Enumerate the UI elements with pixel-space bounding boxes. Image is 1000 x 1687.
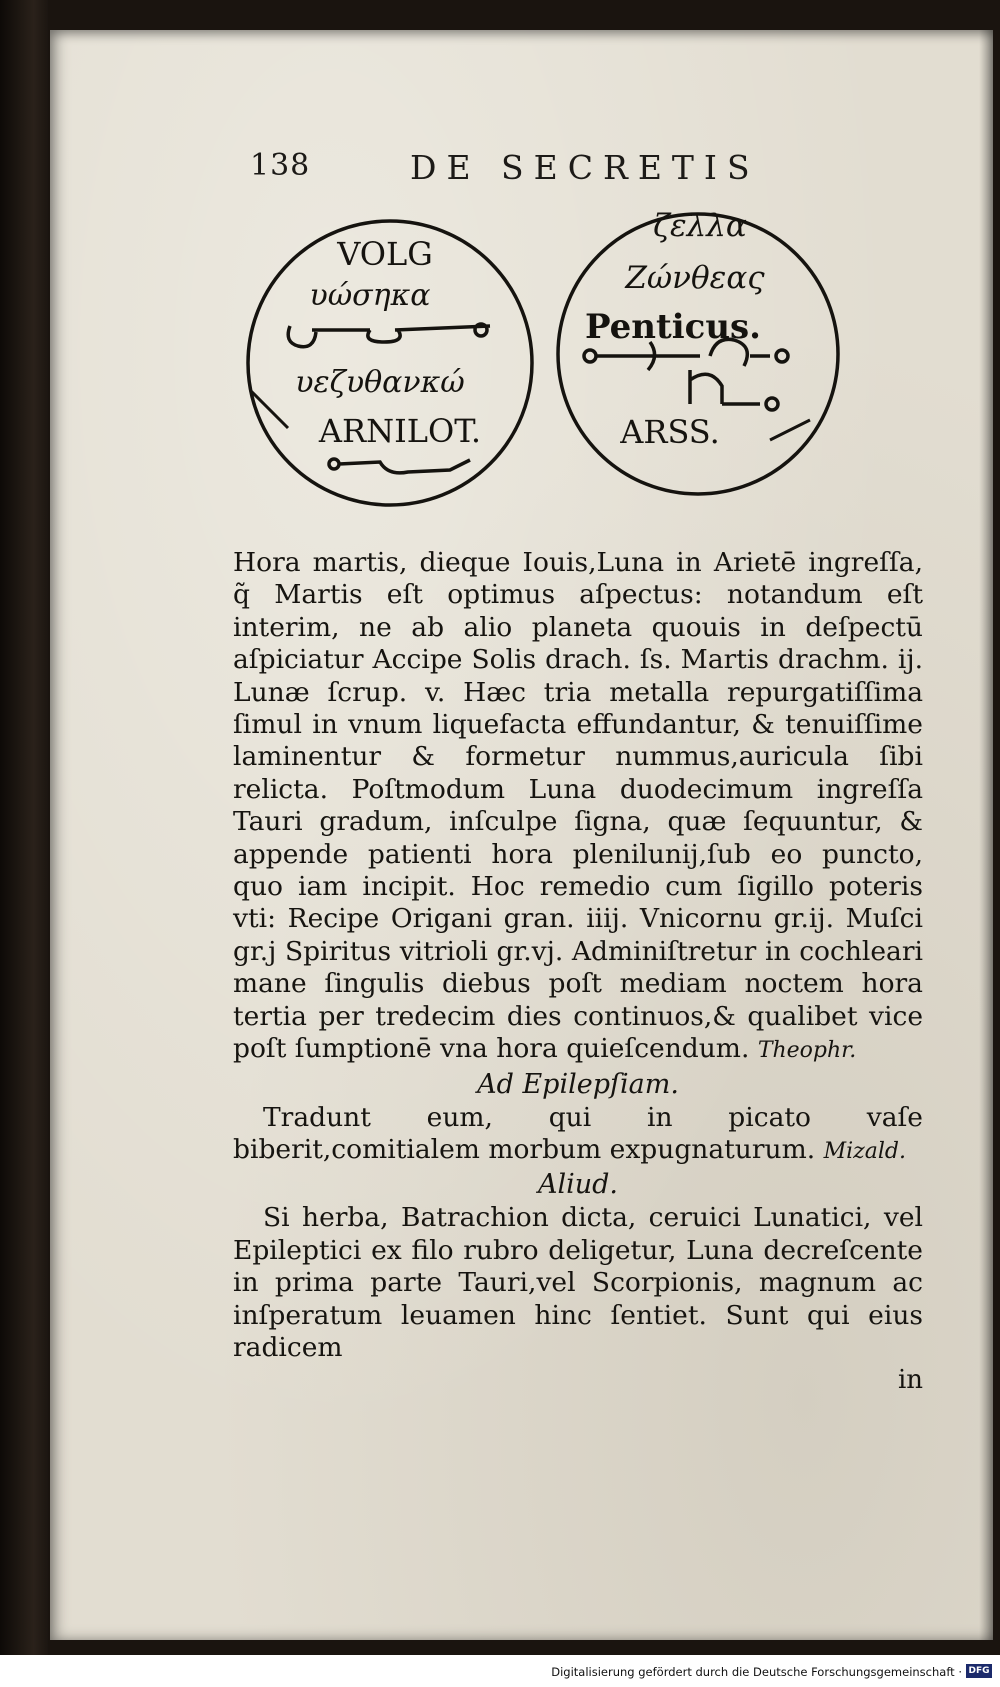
right-seal-line4: ARSS.: [620, 413, 720, 451]
book-page: [50, 30, 993, 1640]
right-seal-line2: Ζώνθεας: [625, 260, 765, 296]
left-seal-sigil-top: [288, 324, 490, 347]
right-seal-line3: Penticus.: [584, 307, 762, 347]
left-seal: [248, 221, 532, 505]
citation-theophrastus: Theophr.: [757, 1038, 857, 1064]
right-seal-sigil: [584, 339, 788, 410]
right-seal: [558, 208, 838, 494]
book-board-edge: [0, 0, 48, 1655]
left-seal-sigil-bottom: [329, 459, 470, 473]
citation-mizald: Mizald.: [823, 1138, 906, 1164]
left-seal-line4: ARNILOT.: [318, 412, 482, 450]
left-seal-line3: υεζυθανκώ: [295, 365, 465, 400]
right-seal-line1: ζελλα: [653, 208, 747, 244]
section-heading-aliud: Aliud.: [537, 1169, 619, 1201]
paragraph-remedy: [233, 547, 923, 1068]
footer-credit: Digitalisierung gefördert durch die Deutsche Forschungsgemeinschaft ·: [551, 1665, 962, 1679]
body-text: [233, 547, 923, 1396]
left-seal-line2: υώσηκα: [309, 278, 431, 313]
catchword: in: [897, 1365, 923, 1396]
dfg-logo: DFG: [966, 1664, 992, 1678]
right-seal-tick: [770, 420, 810, 440]
paragraph-remedy-text: Hora martis, dieque Iouis,Luna in Arietē ingreſſa, q̃ Martis eſt optimus aſpectus: notandum eſt interim, ne ab alio planeta quouis in deſpectū aſpiciatur Accipe Solis drach. ſs. Martis drachm. ij. Lunæ ſcrup. v. Hæc tria metalla repurgatiſſima ſimul in vnum liquefacta effundantur, & tenuiſſime laminentur & formetur nummus,auricula ſibi relicta. Poſtmodum Luna duodecimum ingreſſa Tauri gradum, inſculpe ſigna, quæ ſequuntur, & appende patienti hora plenilunij,ſub eo puncto, quo iam incipit. Hoc remedio cum ſigillo poteris vti: Recipe Origani gran. iiij. Vnicornu gr.ij. Muſci gr.j Spiritus vitrioli gr.vj. Adminiſtretur in cochleari mane ſingulis diebus poſt mediam noctem hora tertia per tredecim dies continuos,& qualibet vice poſt ſumptionē vna hora quieſcendum.: [233, 547, 923, 1065]
paragraph-batrachion: Si herba, Batrachion dicta, ceruici Lunatici, vel Epileptici ex filo rubro deligetur, Luna decreſcente in prima parte Tauri,vel Scorpionis, magnum ac inſperatum leuamen hinc ſentiet. Sunt qui eius radicem: [233, 1202, 923, 1363]
right-seal-ring: [558, 214, 838, 494]
digitization-footer: [0, 1657, 1000, 1687]
running-head: DE SECRETIS: [410, 148, 760, 187]
seal-figures: [50, 30, 993, 550]
section-heading-epilepsy: Ad Epilepſiam.: [477, 1068, 679, 1100]
paragraph-epilepsy-text: Tradunt eum, qui in picato vaſe biberit,comitialem morbum expugnaturum.: [233, 1101, 923, 1165]
paragraph-epilepsy: [233, 1102, 923, 1169]
page-number: 138: [250, 148, 311, 183]
left-seal-line1: VOLG: [337, 235, 433, 273]
